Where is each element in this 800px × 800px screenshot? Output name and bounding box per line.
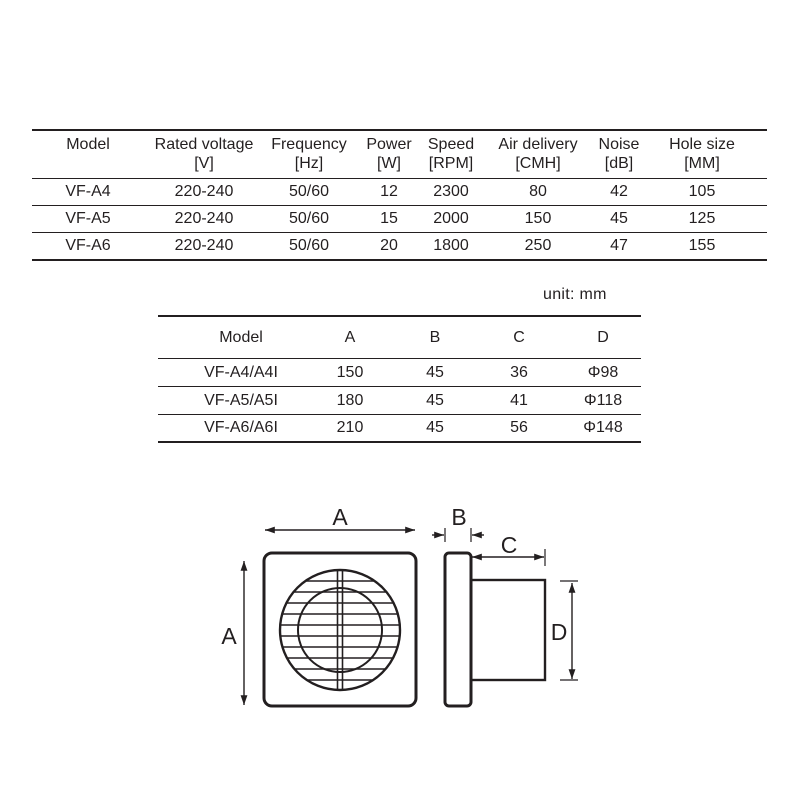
cell-rated-voltage: 220-240 xyxy=(174,210,234,227)
cell-c: 56 xyxy=(510,419,528,436)
cell-model: VF-A4 xyxy=(65,183,111,200)
header-frequency xyxy=(271,131,347,173)
cell-d: Φ118 xyxy=(583,392,623,409)
cell-model: VF-A4/A4I xyxy=(204,364,278,381)
table-row xyxy=(158,415,641,441)
cell-model: VF-A5/A5I xyxy=(204,392,278,409)
cell-frequency: 50/60 xyxy=(288,183,330,200)
table-row xyxy=(32,179,767,206)
header-unit: [W] xyxy=(376,155,401,172)
header-a: A xyxy=(344,329,356,346)
cell-power: 12 xyxy=(380,183,398,200)
header-power xyxy=(366,131,411,173)
cell-b: 45 xyxy=(426,392,444,409)
header-unit: [dB] xyxy=(604,155,634,172)
header-label: Frequency xyxy=(271,136,347,153)
cell-hole-size: 155 xyxy=(688,237,716,254)
label-c: C xyxy=(500,532,518,558)
header-unit: [Hz] xyxy=(294,155,324,172)
label-b: B xyxy=(451,504,467,530)
table-row xyxy=(32,206,767,233)
cell-d: Φ148 xyxy=(583,419,623,436)
cell-frequency: 50/60 xyxy=(288,210,330,227)
header-hole-size xyxy=(669,131,735,173)
dimension-c xyxy=(472,532,545,566)
header-c: C xyxy=(513,329,525,346)
cell-speed: 2000 xyxy=(433,210,469,227)
front-panel-outline xyxy=(264,553,416,706)
label-a-left: A xyxy=(221,623,237,649)
grille-lines xyxy=(270,565,410,695)
cell-noise: 45 xyxy=(610,210,628,227)
header-label: Model xyxy=(66,136,110,153)
cell-a: 150 xyxy=(336,364,364,381)
dimension-b xyxy=(432,504,484,542)
cell-c: 36 xyxy=(510,364,528,381)
cell-noise: 47 xyxy=(610,237,628,254)
cell-a: 210 xyxy=(336,419,364,436)
header-unit: [MM] xyxy=(684,155,720,172)
header-air-delivery xyxy=(498,131,577,173)
dimension-d xyxy=(551,581,578,680)
cell-rated-voltage: 220-240 xyxy=(174,183,234,200)
cell-hole-size: 125 xyxy=(688,210,716,227)
header-label: Noise xyxy=(598,136,640,153)
side-view xyxy=(445,553,545,706)
cell-c: 41 xyxy=(510,392,528,409)
cell-frequency: 50/60 xyxy=(288,237,330,254)
header-label: Power xyxy=(366,136,412,153)
cell-model: VF-A6 xyxy=(65,237,111,254)
dimension-table-header-row xyxy=(158,317,641,359)
cell-b: 45 xyxy=(426,419,444,436)
cell-rated-voltage: 220-240 xyxy=(174,237,234,254)
cell-a: 180 xyxy=(336,392,364,409)
header-speed xyxy=(428,131,474,173)
header-model xyxy=(66,131,110,154)
table-row xyxy=(158,359,641,387)
cell-air-delivery: 250 xyxy=(524,237,552,254)
cell-speed: 2300 xyxy=(433,183,469,200)
cell-air-delivery: 80 xyxy=(529,183,547,200)
cell-b: 45 xyxy=(426,364,444,381)
header-unit: [CMH] xyxy=(515,155,561,172)
cell-model: VF-A5 xyxy=(65,210,111,227)
header-label: Speed xyxy=(427,136,475,153)
header-unit: [V] xyxy=(194,155,214,172)
cell-air-delivery: 150 xyxy=(524,210,552,227)
cell-speed: 1800 xyxy=(433,237,469,254)
cell-model: VF-A6/A6I xyxy=(204,419,278,436)
side-plate-outline xyxy=(445,553,471,706)
table-row xyxy=(32,233,767,259)
cell-power: 15 xyxy=(380,210,398,227)
header-model: Model xyxy=(219,329,263,346)
header-label: Air delivery xyxy=(498,136,578,153)
cell-noise: 42 xyxy=(610,183,628,200)
header-label: Hole size xyxy=(669,136,735,153)
grille-inner-ring xyxy=(298,588,382,672)
header-noise xyxy=(599,131,640,173)
cell-d: Φ98 xyxy=(587,364,619,381)
label-a-top: A xyxy=(332,504,348,530)
unit-note: unit: mm xyxy=(543,286,607,303)
header-label: Rated voltage xyxy=(154,136,254,153)
header-unit: [RPM] xyxy=(428,155,474,172)
header-rated-voltage xyxy=(155,131,254,173)
side-body-outline xyxy=(471,580,545,680)
cell-power: 20 xyxy=(380,237,398,254)
cell-hole-size: 105 xyxy=(688,183,716,200)
dimension-a-vertical xyxy=(221,561,244,705)
header-b: B xyxy=(429,329,441,346)
header-d: D xyxy=(597,329,609,346)
spec-table xyxy=(32,129,767,261)
front-view xyxy=(264,553,416,706)
label-d: D xyxy=(550,619,568,645)
spec-table-header-row xyxy=(32,131,767,179)
dimension-table xyxy=(158,315,641,443)
table-row xyxy=(158,387,641,415)
dimension-a-horizontal xyxy=(265,504,415,530)
